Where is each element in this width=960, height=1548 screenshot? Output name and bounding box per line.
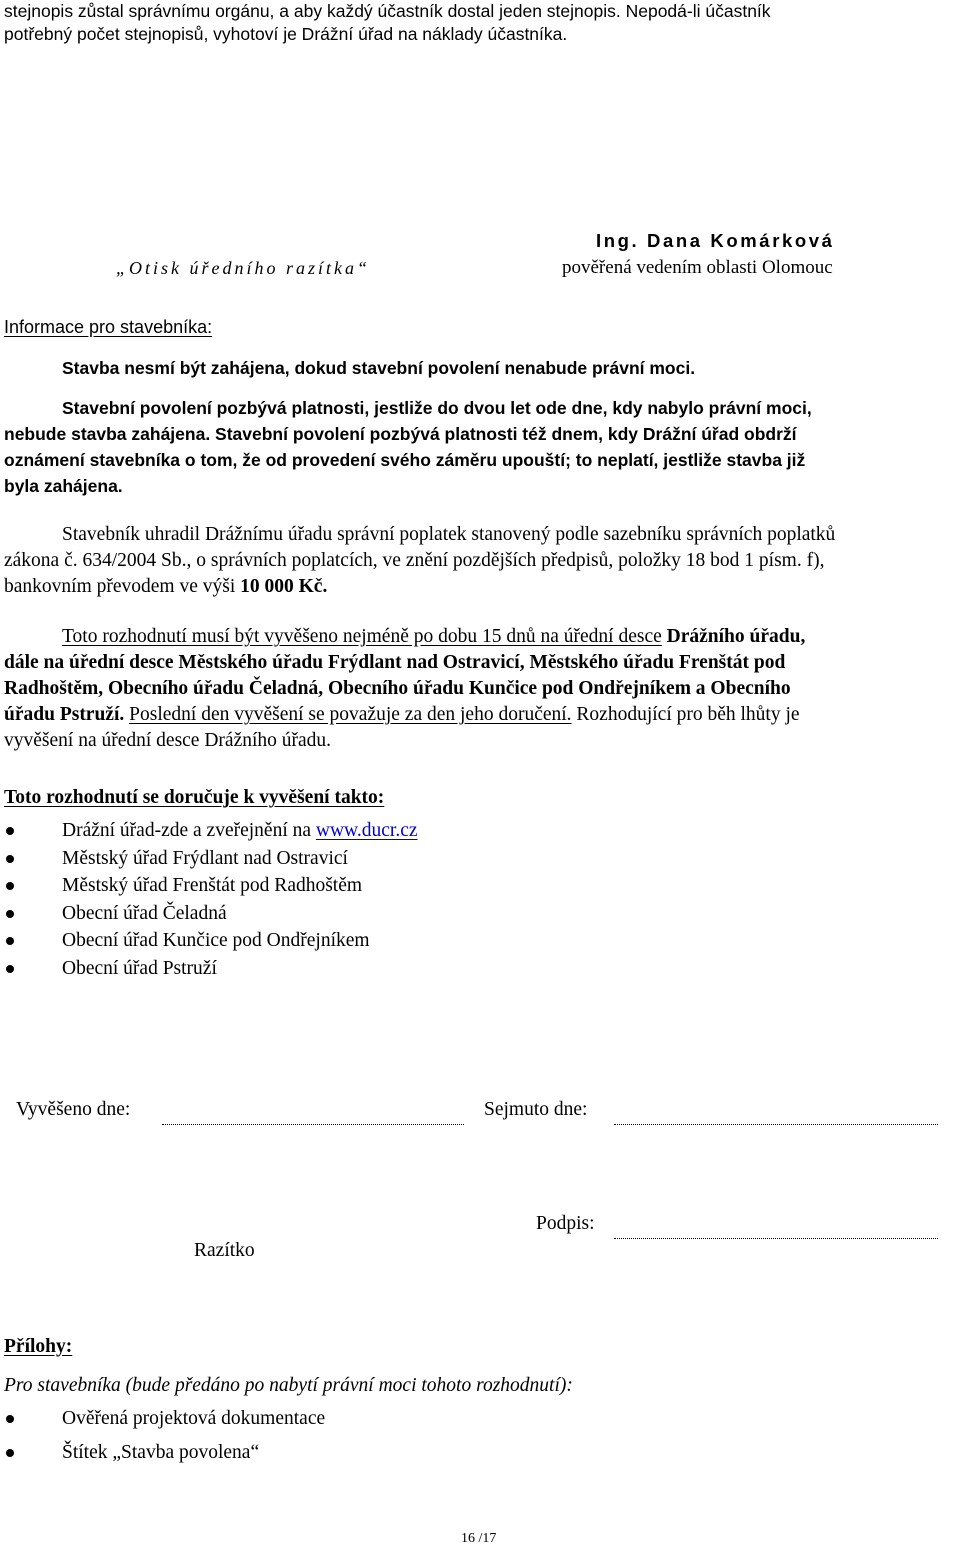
- info-p3-line-1: Stavebník uhradil Drážnímu úřadu správní poplatek stanovený podle sazebníku správních poplatků: [62, 524, 836, 545]
- info-p2-line-3: oznámení stavebníka o tom, že od provedení svého záměru upouští; to neplatí, jestliže stavba již: [4, 450, 806, 470]
- list-item: [0, 873, 418, 901]
- list-item: [0, 1406, 325, 1440]
- posted-date-field[interactable]: [162, 1124, 464, 1125]
- bullet-icon: [6, 1415, 14, 1423]
- info-p3-line-3: [4, 574, 956, 600]
- bullet-icon: [6, 965, 14, 973]
- info-paragraph-2: [4, 395, 956, 499]
- delivery-item-text: Obecní úřad Pstruží: [62, 957, 217, 979]
- stamp-label: Razítko: [194, 1240, 255, 1261]
- delivery-item-text: Městský úřad Frenštát pod Radhoštěm: [62, 875, 363, 896]
- removed-date-field[interactable]: [614, 1124, 938, 1125]
- bullet-icon: [6, 882, 14, 890]
- delivery-item-text: Obecní úřad Kunčice pod Ondřejníkem: [62, 930, 370, 951]
- attachments-intro: Pro stavebníka (bude předáno po nabytí právní moci tohoto rozhodnutí):: [4, 1375, 573, 1396]
- posting-paragraph: [4, 624, 956, 754]
- info-paragraph-1: Stavba nesmí být zahájena, dokud stavební povolení nenabude právní moci.: [62, 358, 696, 378]
- bullet-icon: [6, 910, 14, 918]
- info-p2-line-4: byla zahájena.: [4, 476, 123, 496]
- continuation-text: [4, 0, 956, 47]
- bullet-icon: [6, 1449, 14, 1457]
- info-p3-line-2: zákona č. 634/2004 Sb., o správních poplatcích, ve znění pozdějších předpisů, položky 18 bod 1 písm. f),: [4, 550, 825, 571]
- posted-date-label: Vyvěšeno dne:: [16, 1099, 131, 1120]
- removed-date-label: Sejmuto dne:: [484, 1099, 588, 1120]
- posting-line-3: Radhoštěm, Obecního úřadu Čeladná, Obecního úřadu Kunčice pod Ondřejníkem a Obecního: [4, 678, 791, 699]
- info-paragraph-3: [4, 522, 956, 600]
- attachment-item-text: Štítek „Stavba povolena“: [62, 1442, 260, 1463]
- signatory-role: pověřená vedením oblasti Olomouc: [562, 257, 833, 278]
- attachments-heading: Přílohy:: [4, 1336, 73, 1357]
- official-stamp-label: „Otisk úředního razítka“: [116, 258, 371, 278]
- list-item: [0, 846, 418, 874]
- delivery-item-text: Městský úřad Frýdlant nad Ostravicí: [62, 847, 348, 869]
- delivery-heading: Toto rozhodnutí se doručuje k vyvěšení takto:: [4, 787, 385, 808]
- posting-last-office: úřadu Pstruží.: [4, 704, 125, 725]
- delivery-list: [0, 818, 418, 983]
- info-p2-line-2: nebude stavba zahájena. Stavební povolení pozbývá platnosti též dnem, kdy Drážní úřad obdrží: [4, 424, 797, 444]
- posting-authority: Drážního úřadu,: [661, 626, 806, 647]
- ducr-link[interactable]: www.ducr.cz: [315, 820, 418, 841]
- posting-requirement: Toto rozhodnutí musí být vyvěšeno nejméně po dobu 15 dnů na úřední desce: [62, 626, 662, 647]
- fee-text: bankovním převodem ve výši: [4, 576, 241, 597]
- continuation-line-2: potřebný počet stejnopisů, vyhotoví je Drážní úřad na náklady účastníka.: [4, 24, 568, 44]
- delivery-item-text: Obecní úřad Čeladná: [62, 902, 227, 924]
- posting-line-1: [4, 624, 956, 650]
- bullet-icon: [6, 827, 14, 835]
- posting-line-5: vyvěšení na úřední desce Drážního úřadu.: [4, 730, 332, 751]
- signature-field[interactable]: [614, 1238, 938, 1239]
- signatory-name: Ing. Dana Komárková: [596, 230, 835, 251]
- list-item: [0, 1440, 325, 1468]
- posting-line-4: [4, 702, 956, 728]
- fee-amount: 10 000 Kč.: [240, 576, 328, 597]
- list-item: [0, 956, 418, 984]
- list-item: [0, 818, 418, 846]
- signature-label: Podpis:: [536, 1213, 595, 1234]
- list-item: [0, 901, 418, 929]
- continuation-line-1: stejnopis zůstal správnímu orgánu, a aby každý účastník dostal jeden stejnopis. Nepodá-li účastník: [4, 1, 771, 21]
- list-item: [0, 928, 418, 956]
- posting-deadline-text: Rozhodující pro běh lhůty je: [571, 704, 800, 725]
- delivery-item-text: Drážní úřad-zde a zveřejnění na: [62, 820, 316, 841]
- attachment-item-text: Ověřená projektová dokumentace: [62, 1408, 326, 1429]
- attachments-list: [0, 1406, 325, 1468]
- bullet-icon: [6, 855, 14, 863]
- info-heading: Informace pro stavebníka:: [4, 317, 213, 337]
- posting-line-2: dále na úřední desce Městského úřadu Frýdlant nad Ostravicí, Městského úřadu Frenštát pod: [4, 652, 786, 673]
- posting-delivery-rule: Poslední den vyvěšení se považuje za den jeho doručení.: [129, 704, 572, 725]
- bullet-icon: [6, 937, 14, 945]
- info-p2-line-1: Stavební povolení pozbývá platnosti, jestliže do dvou let ode dne, kdy nabylo právní moci,: [62, 398, 812, 418]
- page-number: 16 /17: [461, 1531, 497, 1546]
